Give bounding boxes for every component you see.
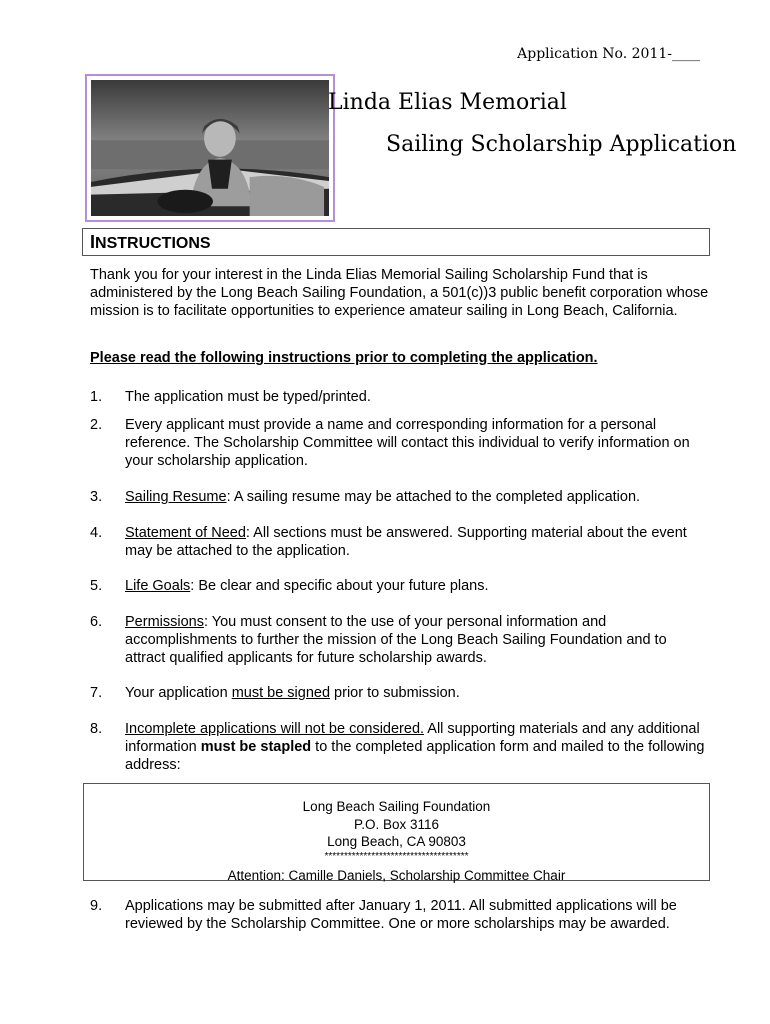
address-line-3: Long Beach, CA 90803 xyxy=(327,834,466,849)
item-text xyxy=(125,720,710,774)
item-number: 7. xyxy=(90,685,103,701)
sailing-photo xyxy=(85,74,335,222)
address-attention: Attention: Camille Daniels, Scholarship Committee Chair xyxy=(227,867,566,883)
item-text: The application must be typed/printed. xyxy=(125,389,371,405)
item-number: 2. xyxy=(90,417,103,433)
item-lead: Sailing Resume xyxy=(125,489,227,505)
item-lead: Statement of Need xyxy=(125,525,246,541)
mailing-address-box xyxy=(83,783,710,881)
address-line-1: Long Beach Sailing Foundation xyxy=(302,799,491,814)
item-number: 5. xyxy=(90,578,103,594)
instruction-item-5 xyxy=(90,577,710,595)
title-line-1: Linda Elias Memorial xyxy=(328,90,567,115)
item-post: to the completed application form and mailed to the following address: xyxy=(125,739,705,773)
instruction-item-1 xyxy=(90,388,710,406)
intro-paragraph: Thank you for your interest in the Linda Elias Memorial Sailing Scholarship Fund that is administered by the Long Beach Sailing Foundation, a 501(c))3 public benefit corporation whose mission is to facilitate opportunities to experience amateur sailing in Long Beach, California. xyxy=(90,267,709,319)
item-lead: Life Goals xyxy=(125,578,191,594)
item-text: Every applicant must provide a name and corresponding information for a personal reference. The Scholarship Committee will contact this individual to verify information on your scholarship application. xyxy=(125,417,690,469)
instruction-item-6 xyxy=(90,613,710,667)
instructions-note: Please read the following instructions prior to completing the application. xyxy=(90,350,598,366)
item-lead: Permissions xyxy=(125,614,204,630)
instructions-heading xyxy=(82,228,710,256)
item-number: 9. xyxy=(90,898,103,914)
instruction-item-3 xyxy=(90,488,710,506)
item-bold: must be stapled xyxy=(200,739,312,755)
instructions-heading-rest: NSTRUCTIONS xyxy=(95,235,211,252)
instruction-item-4 xyxy=(90,524,710,560)
item-body: : Be clear and specific about your future plans. xyxy=(190,578,489,594)
sailing-photo-image xyxy=(91,80,329,216)
instruction-item-8 xyxy=(90,720,710,774)
title-line-2: Sailing Scholarship Application xyxy=(386,132,737,157)
instruction-item-9 xyxy=(90,897,710,933)
item-text xyxy=(125,577,710,595)
item-number: 4. xyxy=(90,525,103,541)
address-separator: ************************************* xyxy=(324,850,469,862)
application-number: Application No. 2011-____ xyxy=(517,46,700,62)
instruction-item-7 xyxy=(90,684,710,702)
item-body: : All sections must be answered. Supporting material about the event may be attached to the application. xyxy=(125,525,687,559)
item-text xyxy=(125,684,710,702)
item-body: : You must consent to the use of your personal information and accomplishments to further the mission of the Long Beach Sailing Foundation and to attract qualified applicants for future scholarship awards. xyxy=(125,614,667,666)
item-text xyxy=(125,613,710,667)
item-pre: Your application xyxy=(125,685,232,701)
item-number: 1. xyxy=(90,389,103,405)
item-number: 8. xyxy=(90,721,103,737)
item-pre: All supporting materials and any additional information xyxy=(125,721,700,755)
item-number: 6. xyxy=(90,614,103,630)
item-text: Applications may be submitted after January 1, 2011. All submitted applications will be reviewed by the Scholarship Committee. One or more scholarships may be awarded. xyxy=(125,898,677,932)
instructions-heading-initial: I xyxy=(90,232,96,252)
item-post: prior to submission. xyxy=(330,685,460,701)
item-lead: Incomplete applications will not be considered. xyxy=(125,721,425,737)
address-line-2: P.O. Box 3116 xyxy=(353,816,440,832)
item-text xyxy=(125,488,710,506)
instruction-item-2 xyxy=(90,416,710,470)
item-text xyxy=(125,524,710,560)
item-emphasis: must be signed xyxy=(231,685,331,701)
item-number: 3. xyxy=(90,489,103,505)
item-body: : A sailing resume may be attached to the completed application. xyxy=(226,489,641,505)
